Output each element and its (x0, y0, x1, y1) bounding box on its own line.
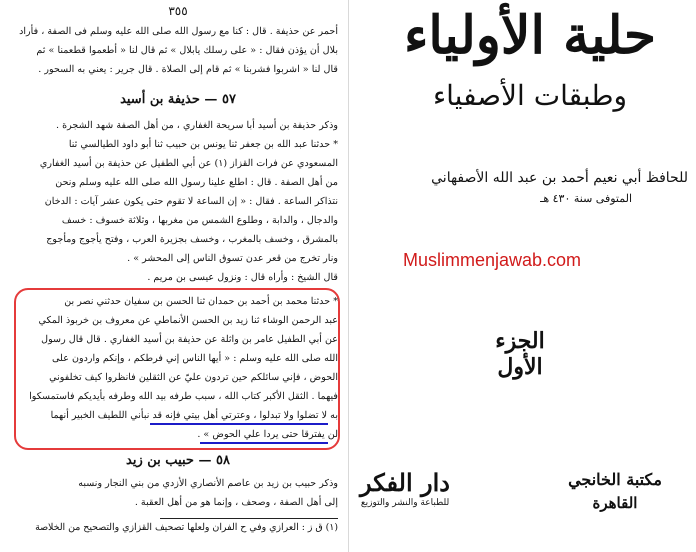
underline-mark (150, 423, 328, 425)
text-line: قال الشيخ : وأراه قال : ونزول عيسى بن مريم . (147, 272, 338, 283)
section-heading-58: ٥٨ — حبيب بن زيد (126, 453, 230, 468)
paragraph-thaqalayn-hadith (18, 292, 338, 444)
volume-label: الجزء الأول (495, 328, 545, 380)
section-heading-57: ٥٧ — حذيفة بن أسيد (120, 92, 236, 107)
publisher-city: القاهرة (592, 494, 638, 512)
underline-mark (200, 442, 328, 444)
text-line: * حدثنا عبد الله بن جعفر ثنا يونس بن حبيب ثنا أبو داود الطيالسي ثنا (68, 139, 338, 150)
text-line: الله صلى الله عليه وسلم : « أيها الناس إني فرطكم ، وإنكم واردون على (52, 353, 338, 364)
text-line: المسعودي عن فرات القزاز (١) عن أبي الطفيل عن حذيفة بن أسيد الغفاري (39, 158, 338, 169)
paragraph-hudhayfa-ibn-asid (18, 116, 338, 287)
publisher-dar-al-fikr-subtitle: للطباعة والنشر والتوزيع (360, 498, 450, 508)
book-subtitle: وطبقات الأصفياء (432, 79, 628, 112)
text-line: وذكر حبيب بن زيد بن عاصم الأنصاري الأزدي من بني النجار ونسبه (78, 478, 338, 489)
text-line: أحمر عن حذيفة . قال : كنا مع رسول الله صلى الله عليه وسلم فى الصفة ، فأراد (19, 26, 338, 37)
text-line: فيهما . الثقل الأكبر كتاب الله ، سبب طرفه بيد الله وطرفه بأيديكم فاستمسكوا (29, 391, 338, 402)
footnote-rule (160, 518, 338, 519)
text-line: وذكر حذيفة بن أسيد أبا سريحة الغفاري ، من أهل الصفة شهد الشجرة . (55, 120, 338, 131)
text-line: قال لنا « اشربوا فشربنا » ثم قام إلى الصلاة . قال جرير : يعني به السحور . (38, 64, 338, 75)
text-line: * حدثنا محمد بن أحمد بن حمدان ثنا الحسن بن سفيان حدثني نصر بن (64, 296, 338, 307)
text-line: عبد الرحمن الوشاء ثنا زيد بن الحسن الأنماطي عن معروف بن خربوذ المكي (38, 315, 338, 326)
text-line: عن أبي الطفيل عامر بن واثلة عن حذيفة بن أسيد الغفاري . قال قال رسول (41, 334, 338, 345)
author-line: للحافظ أبي نعيم أحمد بن عبد الله الأصفهاني (431, 170, 688, 186)
text-line: بالمشرق ، وخسف بالمغرب ، وخسف بجزيرة العرب ، وفتح يأجوج ومأجوج (46, 234, 338, 245)
text-line: نتذاكر الساعة . فقال : « إن الساعة لا تقوم حتى يكون عشر آيات : الدخان (44, 196, 338, 207)
publisher-dar-al-fikr: دار الفكر (360, 468, 450, 497)
text-line: بلال أن يؤذن فقال : « على رسلك يابلال » ثم قال لنا « أطعموا قطعمنا » ثم (36, 45, 338, 56)
text-line: والدجال ، والدابة ، وطلوع الشمس من مغربها ، وثلاثة خسوف : خسف (61, 215, 338, 226)
text-line: إلى أهل الصفة ، وصحف ، وإنما هو من أهل العقبة . (134, 497, 338, 508)
death-year: المتوفى سنة ٤٣٠ هـ (540, 192, 632, 205)
book-title: حلية الأولياء (403, 5, 657, 66)
page-number: ٣٥٥ (168, 4, 188, 18)
text-line: لن يفترقا حتى يردا علي الحوض » . (197, 429, 338, 440)
text-line: به لا تضلوا ولا تبدلوا ، وعترتي أهل بيتي فإنه قد نبأني اللطيف الخبير أنهما (50, 410, 338, 421)
paragraph-habib-ibn-zayd (18, 474, 338, 512)
text-line: ونار تخرج من قعر عدن تسوق الناس إلى المحشر » . (127, 253, 338, 264)
text-line: من أهل الصفة . قال : اطلع علينا رسول الله صلى الله عليه وسلم ونحن (55, 177, 338, 188)
website-watermark: Muslimmenjawab.com (403, 250, 582, 270)
paragraph-hudhayfa-intro (18, 22, 338, 79)
publisher-khanji: مكتبة الخانجي (568, 470, 662, 489)
text-line: الحوض ، فإني سائلكم حين تردون عليّ عن الثقلين فانظروا كيف تخلفوني (49, 372, 338, 383)
footnote: (١) ق ز : العرازي وفي ح الفران ولعلها تصحيف القزازي والتصحيح من الخلاصة (35, 522, 338, 533)
